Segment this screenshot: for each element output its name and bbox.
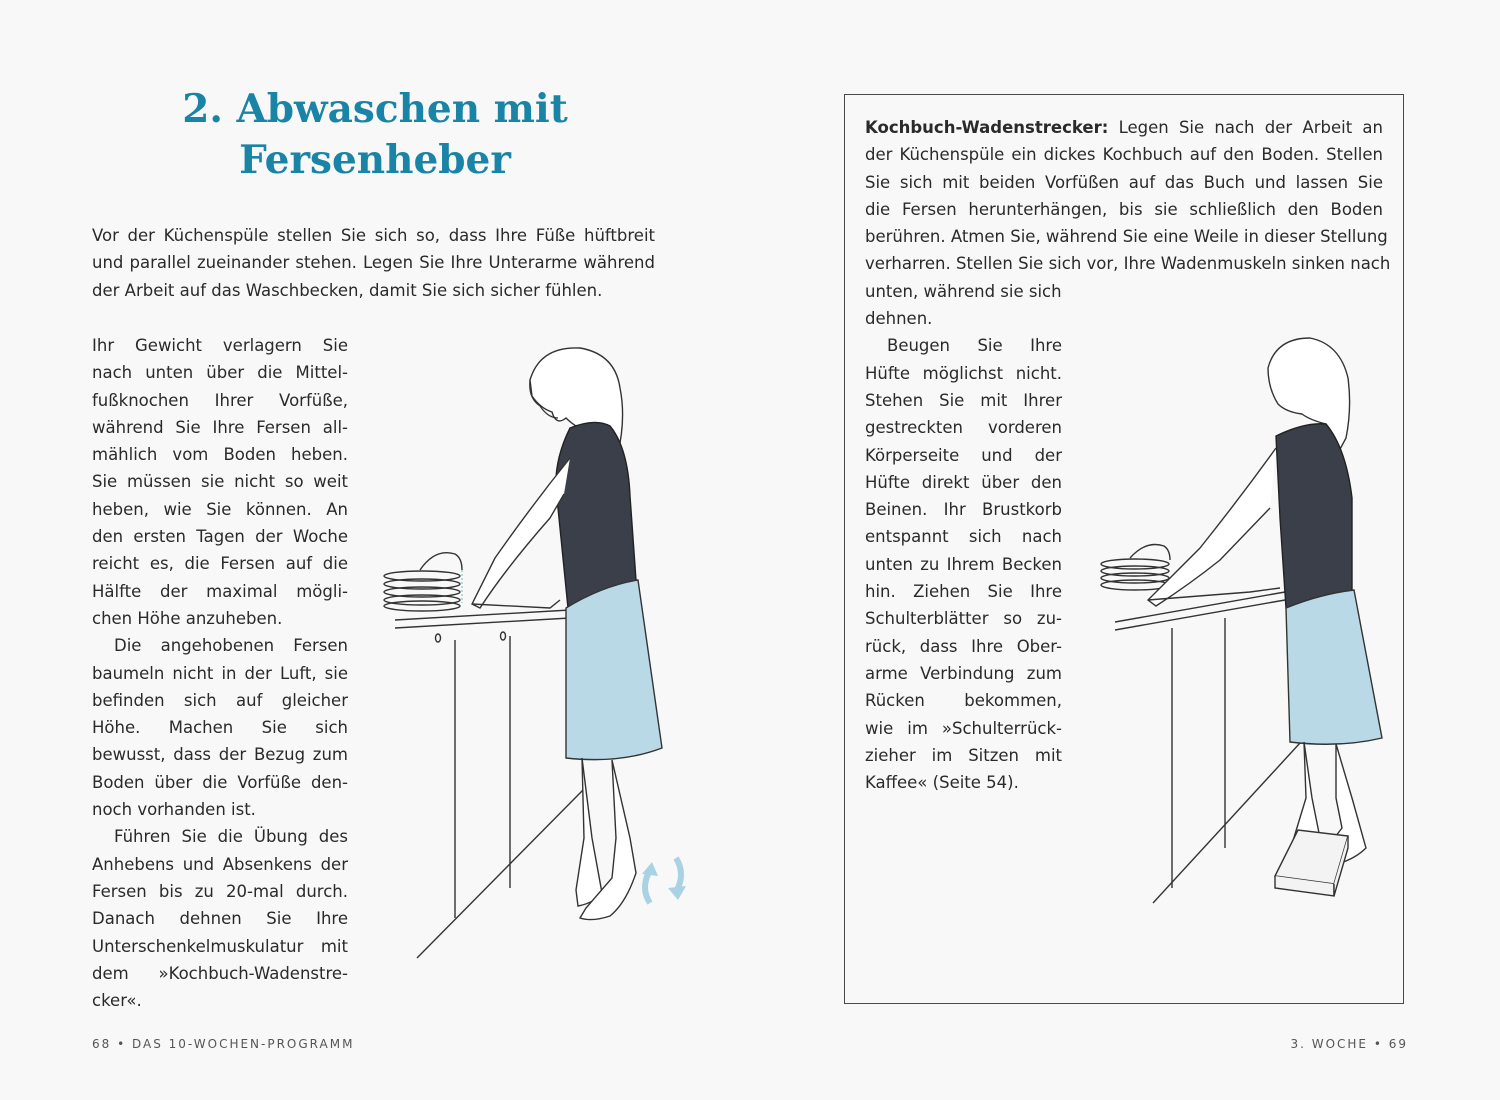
text-line: Sie sich mit beiden Vorfüßen auf das Buch und lassen Sie bbox=[865, 172, 1383, 192]
text-line bbox=[865, 114, 1383, 141]
footer-left: 68 • DAS 10-WOCHEN-PROGRAMM bbox=[92, 1037, 355, 1051]
counter-top bbox=[1115, 600, 1285, 630]
text-line: dehnen. bbox=[865, 309, 933, 329]
text-line: Stehen Sie mit Ihrer bbox=[865, 390, 1062, 410]
shirt-shape bbox=[1276, 424, 1352, 610]
text-line: entspannt sich nach bbox=[865, 527, 1062, 547]
intro-line: Vor der Küchenspüle stellen Sie sich so, dass Ihre Füße hüftbreit bbox=[92, 226, 655, 245]
faucet-icon bbox=[1130, 545, 1170, 561]
text-line: verharren. Stellen Sie sich vor, Ihre Wadenmuskeln sinken nach bbox=[865, 254, 1391, 274]
text-line: Beugen Sie Ihre bbox=[887, 336, 1062, 356]
text-line: rück, dass Ihre Ober- bbox=[865, 636, 1062, 656]
calf-stretch-illustration bbox=[1090, 328, 1390, 918]
text-line: Kaffee« (Seite 54). bbox=[865, 773, 1019, 793]
text-line: den ersten Tagen der Woche bbox=[92, 527, 348, 547]
text-line: bewusst, dass der Bezug zum bbox=[92, 745, 348, 765]
text-line: Beinen. Ihr Brustkorb bbox=[865, 500, 1062, 520]
text-line: Sie müssen sie nicht so weit bbox=[92, 472, 348, 492]
shirt-shape bbox=[556, 422, 636, 608]
intro-line: der Arbeit auf das Waschbecken, damit Sie sich sicher fühlen. bbox=[92, 280, 603, 300]
heel-raise-illustration bbox=[380, 318, 690, 968]
text-line: berühren. Atmen Sie, während Sie eine Weile in dieser Stellung bbox=[865, 227, 1388, 247]
text-line: Schulterblätter so zu- bbox=[865, 609, 1062, 629]
text-line: arme Verbindung zum bbox=[865, 663, 1062, 683]
title-line-2: Fersenheber bbox=[239, 137, 511, 183]
counter-top bbox=[395, 618, 570, 628]
text-line: Boden über die Vorfüße den- bbox=[92, 772, 348, 792]
faucet-icon bbox=[420, 553, 462, 570]
text-line: wie im »Schulterrück- bbox=[865, 718, 1062, 738]
text-line: zieher im Sitzen mit bbox=[865, 745, 1062, 765]
tip-keyword: Kochbuch-Wadenstrecker: bbox=[865, 118, 1109, 137]
text-line: hin. Ziehen Sie Ihre bbox=[865, 582, 1062, 602]
text-line: der Küchenspüle ein dickes Kochbuch auf den Boden. Stellen bbox=[865, 145, 1383, 165]
cabinet-knob bbox=[436, 634, 441, 642]
tip-first-line: Legen Sie nach der Arbeit an bbox=[1118, 118, 1383, 137]
text-line: unten zu Ihrem Becken bbox=[865, 554, 1062, 574]
text-line: Hüfte möglichst nicht. bbox=[865, 363, 1062, 383]
text-line: nach unten über die Mittel- bbox=[92, 363, 348, 383]
left-column-text bbox=[92, 332, 348, 1014]
plate-stack-icon bbox=[1101, 559, 1169, 590]
text-line: Hüfte direkt über den bbox=[865, 472, 1062, 492]
text-line: Ihr Gewicht verlagern Sie bbox=[92, 336, 348, 355]
title-line-1: 2. Abwaschen mit bbox=[182, 86, 568, 132]
text-line: Fersen bis zu 20-mal durch. bbox=[92, 881, 348, 901]
text-line: Rücken bekommen, bbox=[865, 691, 1062, 711]
text-line: Höhe. Machen Sie sich bbox=[92, 718, 348, 738]
raise-arrow-icon bbox=[645, 870, 650, 903]
skirt-shape bbox=[1286, 590, 1382, 744]
text-line: cker«. bbox=[92, 991, 142, 1011]
text-line: Körperseite und der bbox=[865, 445, 1062, 465]
plate-stack-icon bbox=[384, 571, 460, 611]
footer-right: 3. WOCHE • 69 bbox=[1290, 1037, 1408, 1051]
intro-line: und parallel zueinander stehen. Legen Sie Ihre Unterarme während bbox=[92, 253, 655, 273]
page-title bbox=[90, 84, 660, 186]
text-line: Unterschenkelmuskulatur mit bbox=[92, 936, 348, 956]
text-line: mählich vom Boden heben. bbox=[92, 445, 348, 465]
text-line: Hälfte der maximal mögli- bbox=[92, 581, 348, 601]
text-line: Danach dehnen Sie Ihre bbox=[92, 909, 348, 929]
floor-line bbox=[417, 788, 585, 958]
text-line: heben, wie Sie können. An bbox=[92, 499, 348, 519]
text-line: gestreckten vorderen bbox=[865, 418, 1062, 438]
tip-box-narrow-column bbox=[865, 278, 1062, 797]
text-line: Führen Sie die Übung des bbox=[114, 827, 348, 847]
text-line: fußknochen Ihrer Vorfüße, bbox=[92, 390, 348, 410]
cookbook-icon bbox=[1275, 830, 1348, 896]
cabinet-knob bbox=[501, 632, 506, 640]
text-line: chen Höhe anzuheben. bbox=[92, 608, 283, 628]
text-line: Die angehobenen Fersen bbox=[114, 636, 348, 656]
text-line: befinden sich auf gleicher bbox=[92, 690, 348, 710]
text-line: unten, während sie sich bbox=[865, 281, 1062, 301]
text-line: die Fersen herunterhängen, bis sie schließlich den Boden bbox=[865, 199, 1383, 219]
text-line: dem »Kochbuch-Wadenstre- bbox=[92, 963, 348, 983]
text-line: während Sie Ihre Fersen all- bbox=[92, 417, 348, 437]
intro-paragraph bbox=[92, 222, 655, 304]
text-line: baumeln nicht in der Luft, sie bbox=[92, 663, 348, 683]
text-line: noch vorhanden ist. bbox=[92, 800, 256, 820]
skirt-shape bbox=[566, 580, 662, 760]
text-line: Anhebens und Absenkens der bbox=[92, 854, 348, 874]
text-line: reicht es, die Fersen auf die bbox=[92, 554, 348, 574]
